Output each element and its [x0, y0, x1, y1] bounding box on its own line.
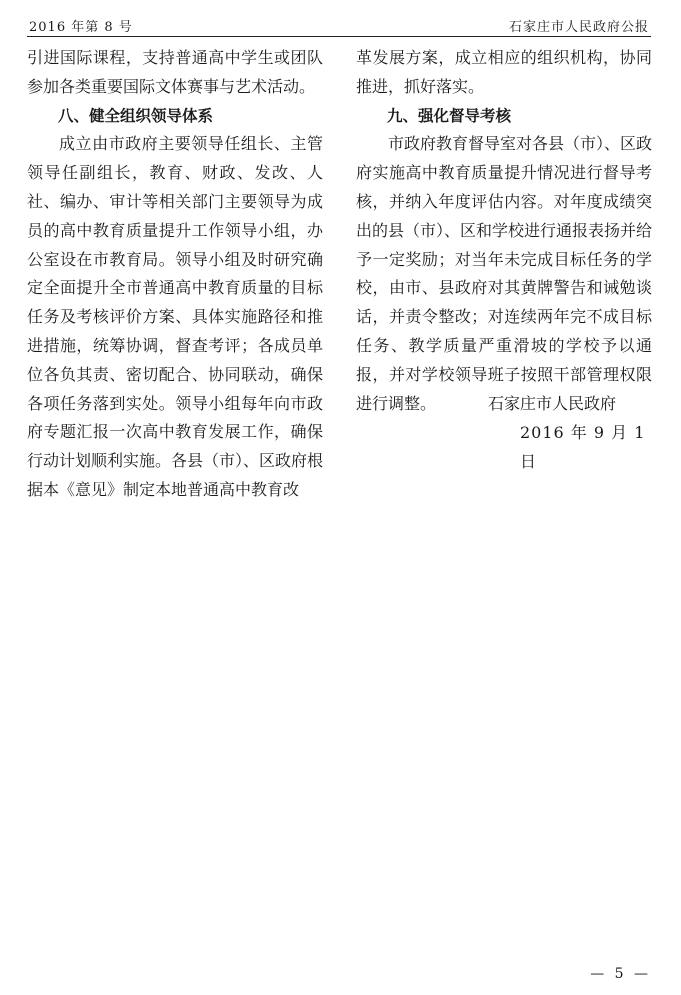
section-body-8: 成立由市政府主要领导任组长、主管领导任副组长，教育、财政、发改、人社、编办、审计等相关部门主要领导为成员的高中教育质量提升工作领导小组，办公室设在市教育局。领导小组及时研究确定全面提升全市普通高中教育质量的目标任务及考核评价方案、具体实施路径和推进措施，统筹协调，督查考评；各成员单位各负其责、密切配合、协同联动，确保各项任务落到实处。领导小组每年向市政府专题汇报一次高中教育发展工作，确保行动计划顺利实施。各县（市）、区政府根据本《意见》制定本地普通高中教育改 [27, 134, 324, 499]
left-column [27, 44, 323, 505]
page-header [27, 14, 651, 37]
signature-block [356, 390, 652, 476]
continued-paragraph: 引进国际课程，支持普通高中学生或团队参加各类重要国际文体赛事与艺术活动。 [27, 48, 323, 96]
issue-number: 2016 年第 8 号 [29, 20, 133, 35]
page-number: — 5 — [590, 966, 651, 982]
signing-organization: 石家庄市人民政府 [488, 394, 617, 413]
section-body-9: 市政府教育督导室对各县（市）、区政府实施高中教育质量提升情况进行督导考核，并纳入年度评估内容。对年度成绩突出的县（市）、区和学校进行通报表扬并给予一定奖励；对当年未完成目标任务的学校，由市、县政府对其黄牌警告和诫勉谈话，并责令整改；对连续两年完不成目标任务、教学质量严重滑坡的学校予以通报，并对学校领导班子按照干部管理权限进行调整。 [356, 134, 653, 413]
signing-date: 2016 年 9 月 1 日 [520, 422, 646, 471]
section-heading-8: 八、健全组织领导体系 [58, 106, 214, 125]
section-heading-9: 九、强化督导考核 [387, 106, 512, 125]
journal-title: 石家庄市人民政府公报 [508, 20, 649, 35]
right-column [356, 44, 652, 418]
continued-paragraph-right: 革发展方案，成立相应的组织机构，协同推进，抓好落实。 [356, 48, 652, 96]
